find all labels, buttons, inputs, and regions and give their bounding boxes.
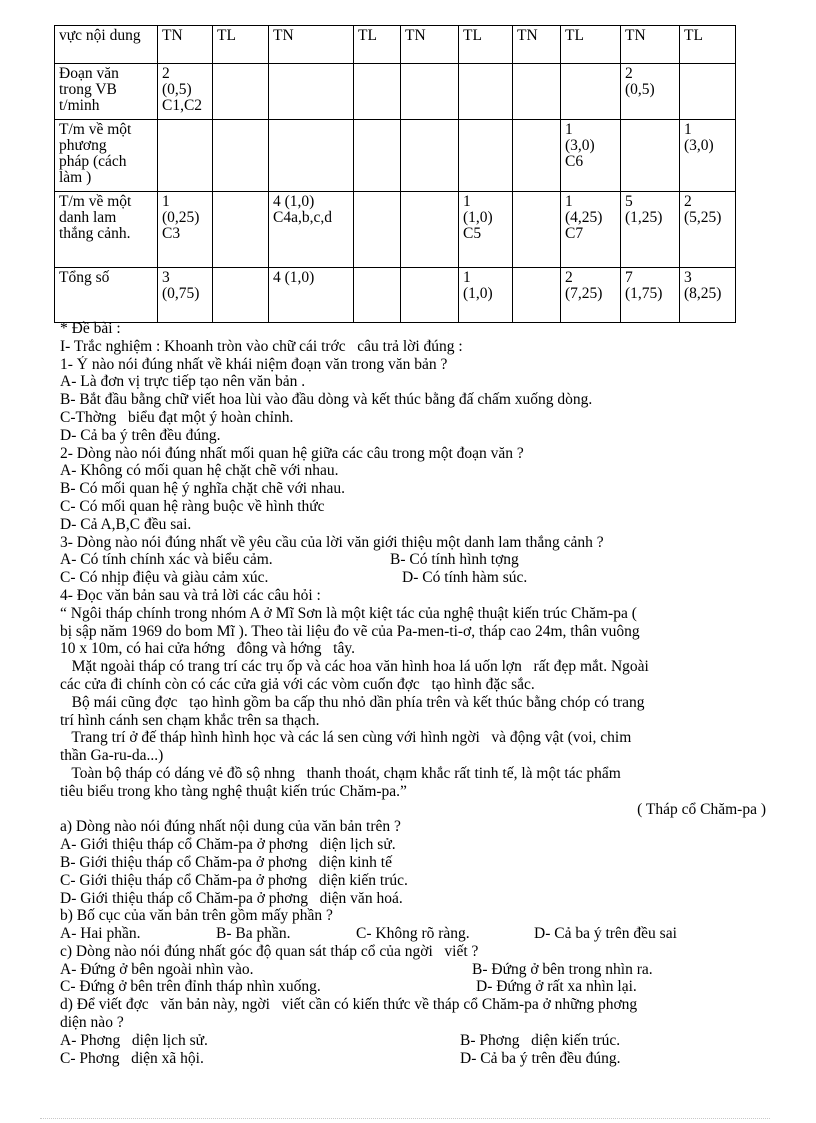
score-cell (621, 64, 680, 120)
question-line: a) Dòng nào nói đúng nhất nội dung của văn bản trên ? (60, 818, 401, 836)
qb-options (60, 925, 774, 943)
cell-line: (1,75) (625, 285, 663, 302)
cell-line: 2 (162, 65, 170, 82)
score-cell (621, 268, 680, 323)
cell-line: làm ) (59, 169, 92, 186)
qc-options-row-2 (60, 978, 774, 996)
score-cell (680, 192, 736, 268)
cell-line: (4,25) (565, 209, 603, 226)
question-line: 2- Dòng nào nói đúng nhất mối quan hệ giữa các câu trong một đoạn văn ? (60, 444, 524, 462)
score-cell (401, 192, 459, 268)
passage-line: “ Ngôi tháp chính trong nhóm A ở Mĩ Sơn là một kiệt tác của nghệ thuật kiến trúc Chăm-pa ( (60, 604, 637, 622)
passage-line: Trang trí ở đế tháp hình hình học và các lá sen cùng với hình ngời và động vật (voi, chim (60, 729, 632, 747)
table-row (55, 120, 736, 192)
page-edge-divider (40, 1118, 770, 1119)
cell-line: 1 (684, 121, 692, 138)
cell-line: T/m về một (59, 121, 132, 138)
topic-cell (55, 192, 158, 268)
cell-line: 2 (684, 193, 692, 210)
cell-line: 1 (565, 193, 573, 210)
score-cell (561, 120, 621, 192)
qd-question-line-1: d) Để viết đợc văn bản này, ngời viết cần có kiến thức về tháp cổ Chăm-pa ở những phơng (60, 996, 638, 1014)
passage-line: thần Ga-ru-da...) (60, 747, 164, 765)
score-cell (459, 192, 513, 268)
cell-line: pháp (cách (59, 153, 127, 170)
passage-line: Toàn bộ tháp có dáng vẻ đồ sộ nhng thanh thoát, chạm khắc rất tinh tế, là một tác phẩm (60, 764, 621, 782)
score-cell (269, 64, 354, 120)
q3-option-d: D- Có tính hàm súc. (402, 569, 528, 587)
cell-line: 4 (1,0) (273, 193, 315, 210)
score-cell (269, 268, 354, 323)
score-cell (158, 64, 213, 120)
score-cell (158, 192, 213, 268)
header-level-cell (680, 26, 736, 64)
score-cell (561, 268, 621, 323)
cell-line: thắng cảnh. (59, 225, 131, 242)
passage-intro: 4- Đọc văn bản sau và trả lời các câu hỏi : (60, 586, 321, 604)
cell-line: (8,25) (684, 285, 722, 302)
score-cell (269, 192, 354, 268)
header-level-cell (621, 26, 680, 64)
header-level-cell (459, 26, 513, 64)
cell-line: trong VB (59, 81, 117, 98)
score-cell (269, 120, 354, 192)
score-cell (680, 268, 736, 323)
passage-line: bị sập năm 1969 do bom Mĩ ). Theo tài liệu đo vẽ của Pa-men-ti-ơ, tháp cao 24m, thân vuông (60, 622, 640, 640)
score-cell (513, 192, 561, 268)
q3-options-row-2 (60, 569, 774, 587)
passage-line: các cửa đi chính còn có các cửa giả với các vòm cuốn đợc tạo hình đặc sắc. (60, 675, 535, 693)
cell-line: 7 (625, 269, 633, 286)
table-row (55, 268, 736, 323)
qd-question-line-2: diện nào ? (60, 1014, 124, 1032)
header-label: TL (565, 27, 584, 44)
header-level-cell (158, 26, 213, 64)
qd-option-c: C- Phơng diện xã hội. (60, 1049, 204, 1067)
cell-line: C6 (565, 153, 584, 170)
score-cell (513, 64, 561, 120)
question-line: C-Thờng biểu đạt một ý hoàn chỉnh. (60, 408, 294, 426)
question-line: C- Giới thiệu tháp cổ Chăm-pa ở phơng diện kiến trúc. (60, 871, 408, 889)
cell-line: Đoạn văn (59, 65, 119, 82)
qb-option-d: D- Cả ba ý trên đều sai (534, 925, 677, 943)
header-label: TL (463, 27, 482, 44)
cell-line: C1,C2 (162, 97, 203, 114)
score-cell (401, 268, 459, 323)
header-label: TL (684, 27, 703, 44)
header-level-cell (401, 26, 459, 64)
question-line: 3- Dòng nào nói đúng nhất về yêu cầu của lời văn giới thiệu một danh lam thắng cảnh ? (60, 533, 604, 551)
cell-line: (1,0) (463, 209, 493, 226)
passage-line: Mặt ngoài tháp có trang trí các trụ ốp và các hoa văn hình hoa lá uốn lợn rất đẹp mắt. Ngoài (60, 658, 649, 676)
header-label: TN (625, 27, 646, 44)
header-label: TL (217, 27, 236, 44)
cell-line: 3 (162, 269, 170, 286)
qd-option-d: D- Cả ba ý trên đều đúng. (460, 1049, 621, 1067)
score-cell (561, 192, 621, 268)
q3-option-c: C- Có nhịp điệu và giàu cảm xúc. (60, 569, 269, 587)
score-cell (621, 192, 680, 268)
score-cell (401, 64, 459, 120)
qc-option-c: C- Đứng ở bên trên đỉnh tháp nhìn xuống. (60, 978, 321, 996)
qd-option-b: B- Phơng diện kiến trúc. (460, 1031, 621, 1049)
exam-body (60, 320, 774, 1067)
cell-line: phương (59, 137, 107, 154)
question-line: B- Bắt đầu bằng chữ viết hoa lùi vào đầu dòng và kết thúc bằng đấ chấm xuống dòng. (60, 391, 593, 409)
passage-line: tiêu biểu trong kho tàng nghệ thuật kiến trúc Chăm-pa.” (60, 782, 407, 800)
question-line: 1- Ý nào nói đúng nhất về khái niệm đoạn văn trong văn bản ? (60, 355, 448, 373)
header-label: TN (517, 27, 538, 44)
qc-options-row-1 (60, 961, 774, 979)
cell-line: (0,5) (625, 81, 655, 98)
score-cell (354, 64, 401, 120)
cell-line: 1 (162, 193, 170, 210)
score-cell (213, 64, 269, 120)
cell-line: C5 (463, 225, 482, 242)
score-cell (561, 64, 621, 120)
cell-line: C3 (162, 225, 181, 242)
passage-line: 10 x 10m, có hai cửa hớng đông và hớng tây. (60, 640, 355, 658)
header-label: TN (162, 27, 183, 44)
question-line: D- Cả ba ý trên đều đúng. (60, 426, 221, 444)
cell-line: (7,25) (565, 285, 603, 302)
question-line: A- Không có mối quan hệ chặt chẽ với nhau. (60, 462, 339, 480)
qc-question: c) Dòng nào nói đúng nhất góc độ quan sát tháp cổ của ngời viết ? (60, 942, 479, 960)
header-level-cell (513, 26, 561, 64)
cell-line: 1 (565, 121, 573, 138)
cell-line: (0,75) (162, 285, 200, 302)
score-cell (354, 192, 401, 268)
score-cell (680, 120, 736, 192)
passage-line: trí hình cánh sen chạm khắc trên sa thạch. (60, 711, 320, 729)
question-line: A- Giới thiệu tháp cổ Chăm-pa ở phơng diện lịch sử. (60, 836, 396, 854)
q3-option-b: B- Có tính hình tợng (390, 551, 519, 569)
score-cell (354, 268, 401, 323)
question-line: D- Giới thiệu tháp cổ Chăm-pa ở phơng diện văn hoá. (60, 889, 403, 907)
score-cell (401, 120, 459, 192)
score-cell (158, 120, 213, 192)
score-cell (680, 64, 736, 120)
question-line: B- Giới thiệu tháp cổ Chăm-pa ở phơng diện kinh tế (60, 853, 392, 871)
cell-line: 1 (463, 193, 471, 210)
cell-line: (1,25) (625, 209, 663, 226)
header-level-cell (354, 26, 401, 64)
score-matrix-table (54, 25, 736, 323)
table-row (55, 64, 736, 120)
question-line: C- Có mối quan hệ ràng buộc về hình thức (60, 497, 325, 515)
qc-option-a: A- Đứng ở bên ngoài nhìn vào. (60, 960, 254, 978)
qb-option-c: C- Không rõ ràng. (356, 925, 470, 943)
cell-line: Tổng số (59, 269, 110, 286)
qb-option-b: B- Ba phần. (216, 925, 291, 943)
score-cell (459, 120, 513, 192)
topic-cell (55, 64, 158, 120)
cell-line: (0,5) (162, 81, 192, 98)
cell-line: (1,0) (463, 285, 493, 302)
question-line: b) Bố cục của văn bản trên gồm mấy phần ? (60, 907, 333, 925)
header-level-cell (269, 26, 354, 64)
question-line: I- Trắc nghiệm : Khoanh tròn vào chữ cái trớc câu trả lời đúng : (60, 337, 463, 355)
table-header-row (55, 26, 736, 64)
qb-option-a: A- Hai phần. (60, 925, 141, 943)
score-cell (213, 120, 269, 192)
question-line: B- Có mối quan hệ ý nghĩa chặt chẽ với nhau. (60, 480, 345, 498)
cell-line: (5,25) (684, 209, 722, 226)
cell-line: t/minh (59, 97, 100, 114)
score-cell (513, 268, 561, 323)
score-cell (158, 268, 213, 323)
topic-cell (55, 268, 158, 323)
cell-line: (3,0) (565, 137, 595, 154)
score-cell (513, 120, 561, 192)
cell-line: T/m về một (59, 193, 132, 210)
q3-option-a: A- Có tính chính xác và biểu cảm. (60, 551, 273, 569)
cell-line: C7 (565, 225, 584, 242)
header-label: TN (273, 27, 294, 44)
topic-cell (55, 120, 158, 192)
header-topic-cell (55, 26, 158, 64)
score-cell (354, 120, 401, 192)
score-cell (459, 64, 513, 120)
qd-options-row-1 (60, 1032, 774, 1050)
header-label: TN (405, 27, 426, 44)
header-label: vực nội dung (59, 27, 141, 44)
question-line: D- Cả A,B,C đều sai. (60, 515, 192, 533)
passage-line: Bộ mái cũng đợc tạo hình gồm ba cấp thu nhỏ dần phía trên và kết thúc bằng chóp có trang (60, 693, 645, 711)
cell-line: C4a,b,c,d (273, 209, 332, 226)
cell-line: 3 (684, 269, 692, 286)
qd-option-a: A- Phơng diện lịch sử. (60, 1031, 208, 1049)
cell-line: 4 (1,0) (273, 269, 315, 286)
header-label: TL (358, 27, 377, 44)
cell-line: 2 (625, 65, 633, 82)
qd-options-row-2 (60, 1050, 774, 1068)
score-cell (621, 120, 680, 192)
cell-line: (0,25) (162, 209, 200, 226)
qc-option-b: B- Đứng ở bên trong nhìn ra. (472, 960, 653, 978)
cell-line: danh lam (59, 209, 117, 226)
table-row (55, 192, 736, 268)
cell-line: 5 (625, 193, 633, 210)
score-cell (459, 268, 513, 323)
passage-source: ( Tháp cổ Chăm-pa ) (637, 800, 766, 818)
score-cell (213, 192, 269, 268)
qc-option-d: D- Đứng ở rất xa nhìn lại. (476, 978, 637, 996)
q3-options-row-1 (60, 551, 774, 569)
header-level-cell (213, 26, 269, 64)
question-line: A- Là đơn vị trực tiếp tạo nên văn bản . (60, 373, 306, 391)
cell-line: 1 (463, 269, 471, 286)
cell-line: (3,0) (684, 137, 714, 154)
header-level-cell (561, 26, 621, 64)
question-line: * Đề bài : (60, 320, 121, 337)
score-cell (213, 268, 269, 323)
cell-line: 2 (565, 269, 573, 286)
